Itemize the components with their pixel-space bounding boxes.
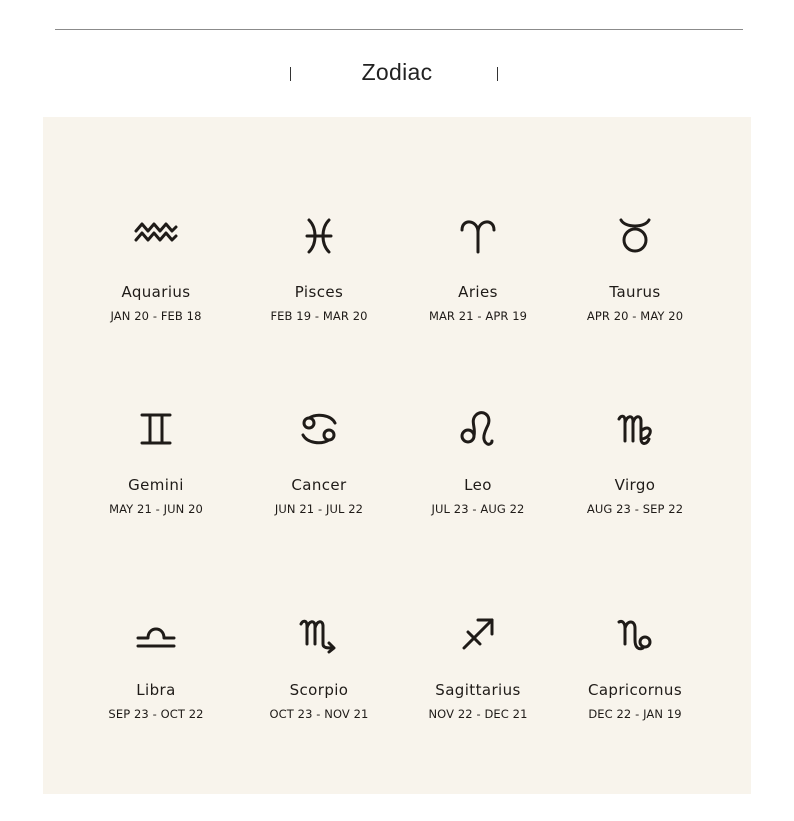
sign-name: Cancer — [291, 476, 347, 494]
page-title: Zodiac — [361, 59, 433, 85]
sign-name: Aquarius — [121, 283, 191, 301]
zodiac-card-virgo — [555, 409, 715, 516]
sign-dates: JUL 23 - AUG 22 — [431, 502, 525, 516]
zodiac-card-taurus — [555, 216, 715, 323]
sign-dates: NOV 22 - DEC 21 — [428, 707, 528, 721]
sign-dates: FEB 19 - MAR 20 — [270, 309, 368, 323]
sagittarius-icon — [454, 614, 502, 654]
sign-name: Capricornus — [587, 681, 683, 699]
sign-dates: OCT 23 - NOV 21 — [269, 707, 369, 721]
zodiac-card-aquarius — [76, 216, 236, 323]
top-divider — [55, 29, 743, 30]
gemini-icon — [132, 409, 180, 449]
header — [0, 59, 794, 87]
zodiac-card-leo — [398, 409, 558, 516]
aries-icon — [454, 216, 502, 256]
sign-dates: JUN 21 - JUL 22 — [274, 502, 364, 516]
zodiac-card-cancer — [239, 409, 399, 516]
sign-dates: APR 20 - MAY 20 — [586, 309, 684, 323]
taurus-icon — [611, 216, 659, 256]
virgo-icon — [611, 409, 659, 449]
libra-icon — [132, 614, 180, 654]
sign-name: Pisces — [294, 283, 344, 301]
sign-name: Aries — [458, 283, 498, 301]
sign-name: Gemini — [128, 476, 184, 494]
sign-name: Sagittarius — [435, 681, 521, 699]
sign-dates: JAN 20 - FEB 18 — [110, 309, 202, 323]
cancer-icon — [295, 409, 343, 449]
sign-dates: SEP 23 - OCT 22 — [108, 707, 204, 721]
zodiac-card-aries — [398, 216, 558, 323]
zodiac-card-gemini — [76, 409, 236, 516]
pisces-icon — [295, 216, 343, 256]
zodiac-card-scorpio — [239, 614, 399, 721]
scorpio-icon — [295, 614, 343, 654]
zodiac-grid — [43, 117, 751, 794]
sign-dates: AUG 23 - SEP 22 — [586, 502, 684, 516]
sign-dates: MAY 21 - JUN 20 — [109, 502, 203, 516]
sign-dates: DEC 22 - JAN 19 — [588, 707, 682, 721]
zodiac-card-sagittarius — [398, 614, 558, 721]
sign-name: Scorpio — [289, 681, 349, 699]
leo-icon — [454, 409, 502, 449]
sign-name: Leo — [464, 476, 492, 494]
zodiac-card-libra — [76, 614, 236, 721]
sign-dates: MAR 21 - APR 19 — [428, 309, 528, 323]
zodiac-card-capricorn — [555, 614, 715, 721]
aquarius-icon — [132, 216, 180, 256]
capricorn-icon — [611, 614, 659, 654]
sign-name: Taurus — [609, 283, 661, 301]
sign-name: Virgo — [614, 476, 656, 494]
sign-name: Libra — [136, 681, 176, 699]
zodiac-card-pisces — [239, 216, 399, 323]
zodiac-panel — [43, 117, 751, 794]
right-tick-mark — [497, 67, 498, 81]
